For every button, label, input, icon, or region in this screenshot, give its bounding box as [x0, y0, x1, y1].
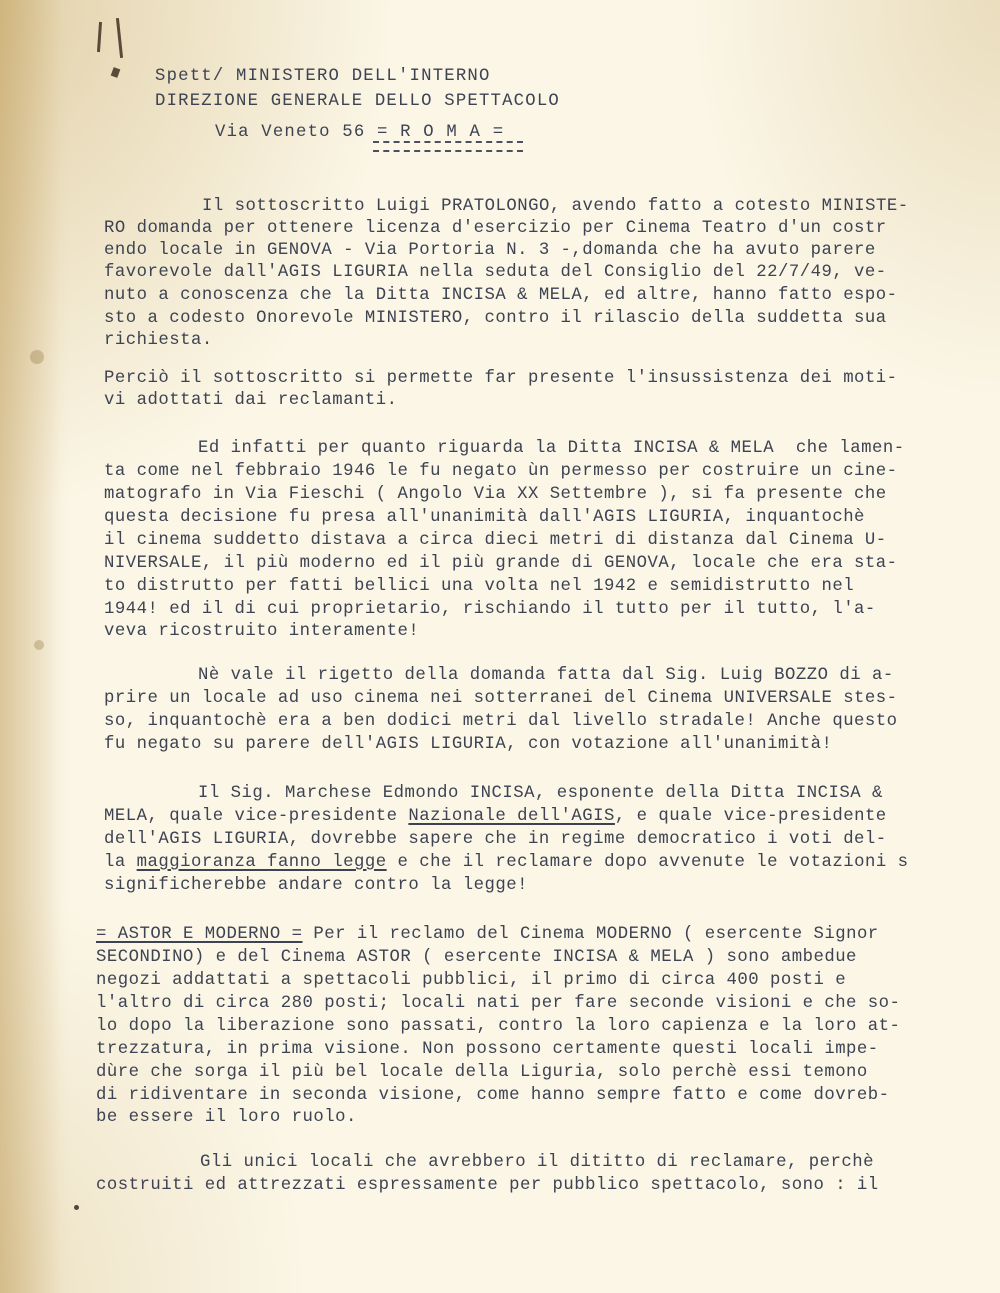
paragraph-4-line: so, inquantochè era a ben dodici metri dal livello stradale! Anche questo	[104, 712, 898, 731]
paragraph-6-line: dùre che sorga il più bel locale della Liguria, solo perchè essi temono	[96, 1063, 868, 1082]
paragraph-4-line: prire un locale ad uso cinema nei sotterranei del Cinema UNIVERSALE stes-	[104, 689, 898, 708]
paragraph-5-line: la maggioranza fanno legge e che il reclamare dopo avvenute le votazioni s	[104, 853, 909, 872]
section-heading: = ASTOR E MODERNO =	[96, 925, 303, 944]
paragraph-2-line: Perciò il sottoscritto si permette far presente l'insussistenza dei moti-	[104, 369, 898, 388]
punch-hole-mark	[34, 640, 44, 650]
paragraph-3-line: il cinema suddetto distava a circa dieci metri di distanza dal Cinema U-	[104, 531, 887, 550]
paragraph-7-line: Gli unici locali che avrebbero il dititto di reclamare, perchè	[200, 1153, 874, 1172]
paragraph-6-line: SECONDINO) e del Cinema ASTOR ( esercente INCISA & MELA ) sono ambedue	[96, 948, 857, 967]
paragraph-3-line: Ed infatti per quanto riguarda la Ditta INCISA & MELA che lamen-	[198, 439, 905, 458]
underlined-phrase: maggioranza fanno legge	[136, 853, 387, 872]
paragraph-2-line: vi adottati dai reclamanti.	[104, 391, 398, 410]
paragraph-3-line: ta come nel febbraio 1946 le fu negato ùn permesso per costruire un cine-	[104, 462, 898, 481]
paragraph-3-line: 1944! ed il di cui proprietario, rischiando il tutto per il tutto, l'a-	[104, 600, 876, 619]
addressee-line-1: Spett/ MINISTERO DELL'INTERNO	[155, 67, 491, 86]
paragraph-1-line: favorevole dall'AGIS LIGURIA nella seduta del Consiglio del 22/7/49, ve-	[104, 263, 887, 282]
addressee-line-2: DIREZIONE GENERALE DELLO SPETTACOLO	[155, 92, 560, 111]
paragraph-3-line: NIVERSALE, il più moderno ed il più grande di GENOVA, locale che era sta-	[104, 554, 898, 573]
paragraph-1-line: nuto a conoscenza che la Ditta INCISA & MELA, ed altre, hanno fatto espo-	[104, 286, 898, 305]
paragraph-5-line: dell'AGIS LIGURIA, dovrebbe sapere che in regime democratico i voti del-	[104, 830, 887, 849]
paragraph-6-line: trezzatura, in prima visione. Non possono certamente questi locali impe-	[96, 1040, 879, 1059]
paragraph-6-line: be essere il loro ruolo.	[96, 1108, 357, 1127]
paragraph-3-line: to distrutto per fatti bellici una volta nel 1942 e semidistrutto nel	[104, 577, 855, 596]
paragraph-6-line: l'altro di circa 280 posti; locali nati per fare seconde visioni e che so-	[96, 994, 901, 1013]
underlined-phrase: Nazionale dell'AGIS	[408, 807, 615, 826]
paragraph-4-line: Nè vale il rigetto della domanda fatta dal Sig. Luig BOZZO di a-	[198, 666, 894, 685]
paragraph-6-line: lo dopo la liberazione sono passati, contro la loro capienza e la loro at-	[96, 1017, 901, 1036]
double-underline-decoration	[373, 141, 523, 152]
paragraph-6-line: negozi addattati a spettacoli pubblici, il primo di circa 400 posti e	[96, 971, 847, 990]
paragraph-1-line: RO domanda per ottenere licenza d'esercizio per Cinema Teatro d'un costr	[104, 219, 887, 238]
paragraph-3-line: veva ricostruito interamente!	[104, 622, 420, 641]
paragraph-7-line: costruiti ed attrezzati espressamente per pubblico spettacolo, sono : il	[96, 1176, 879, 1195]
addressee-line-3: Via Veneto 56 = R O M A =	[215, 123, 505, 142]
paragraph-1-line: endo locale in GENOVA - Via Portoria N. 3 -,domanda che ha avuto parere	[104, 241, 876, 260]
paragraph-1-line: sto a codesto Onorevole MINISTERO, contro il rilascio della suddetta sua	[104, 309, 887, 328]
ink-dot	[74, 1205, 79, 1210]
paragraph-4-line: fu negato su parere dell'AGIS LIGURIA, con votazione all'unanimità!	[104, 735, 833, 754]
paragraph-6-line: di ridiventare in seconda visione, come hanno sempre fatto e come dovreb-	[96, 1086, 890, 1105]
paragraph-3-line: questa decisione fu presa all'unanimità dall'AGIS LIGURIA, inquantochè	[104, 508, 865, 527]
paragraph-3-line: matografo in Via Fieschi ( Angolo Via XX Settembre ), si fa presente che	[104, 485, 887, 504]
punch-hole-mark	[30, 350, 44, 364]
paragraph-6-line: = ASTOR E MODERNO = Per il reclamo del Cinema MODERNO ( esercente Signor	[96, 925, 879, 944]
paragraph-1-line: richiesta.	[104, 331, 213, 350]
paragraph-1-line: Il sottoscritto Luigi PRATOLONGO, avendo fatto a cotesto MINISTE-	[202, 197, 909, 216]
paragraph-5-line: significherebbe andare contro la legge!	[104, 876, 528, 895]
paragraph-5-line: MELA, quale vice-presidente Nazionale dell'AGIS, e quale vice-presidente	[104, 807, 887, 826]
paragraph-5-line: Il Sig. Marchese Edmondo INCISA, esponente della Ditta INCISA &	[198, 784, 883, 803]
paper-edge-stain	[0, 0, 60, 1293]
